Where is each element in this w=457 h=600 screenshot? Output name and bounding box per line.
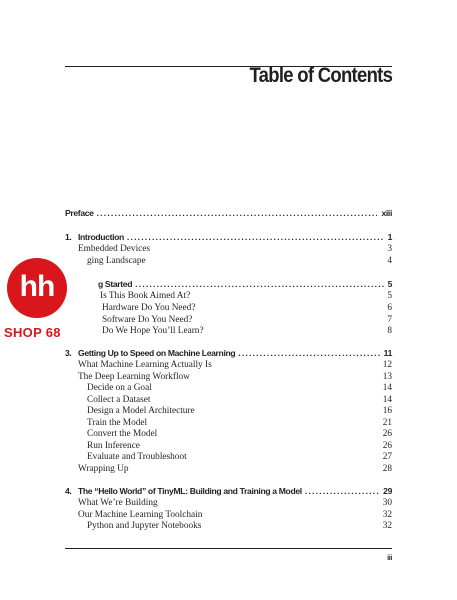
toc-entry-page: 5 <box>387 279 392 289</box>
toc-entry-page: 4 <box>387 256 392 266</box>
toc-entry-page: 8 <box>387 326 392 336</box>
toc-entry-label: Collect a Dataset <box>87 395 151 405</box>
page-number: iii <box>387 555 392 562</box>
toc-subsection[interactable] <box>65 418 392 429</box>
toc-entry-label: Preface <box>65 208 94 218</box>
chapter-title: Introduction <box>78 232 124 242</box>
shop-watermark <box>4 258 74 350</box>
toc-subsection[interactable] <box>65 521 392 532</box>
toc-entry-page: 28 <box>382 464 392 474</box>
chapter-number: 1. <box>65 232 72 242</box>
toc-entry-label: ging Landscape <box>87 256 146 266</box>
dot-leader <box>97 208 378 219</box>
toc-entry-label: Software Do You Need? <box>102 315 193 325</box>
watermark-shop-text: SHOP 68 <box>4 325 61 340</box>
toc-entry-label: Do We Hope You’ll Learn? <box>102 326 204 336</box>
toc-chapter-3[interactable] <box>65 348 392 359</box>
toc-entry-page: 16 <box>382 406 392 416</box>
toc-entry-page: 1 <box>387 232 392 242</box>
toc-entry-label <box>65 348 235 359</box>
toc-entry-page: 5 <box>387 291 392 301</box>
toc-subsection[interactable] <box>65 429 392 440</box>
toc-entry-label: Embedded Devices <box>78 244 151 254</box>
toc-entry-label: Decide on a Goal <box>87 383 152 393</box>
toc-section[interactable] <box>65 256 392 267</box>
toc-subsection[interactable] <box>65 441 392 452</box>
toc-entry-label: Our Machine Learning Toolchain <box>78 510 203 520</box>
toc-entry-label: Design a Model Architecture <box>87 406 195 416</box>
toc-chapter-1[interactable] <box>65 232 392 243</box>
chapter-title: g Started <box>98 279 133 289</box>
toc-section[interactable] <box>65 498 392 509</box>
toc-entry-page: 26 <box>382 441 392 451</box>
toc-entry-label: Python and Jupyter Notebooks <box>87 521 202 531</box>
toc-entry-label: What We’re Building <box>78 498 158 508</box>
chapter-number: 4. <box>65 486 72 496</box>
chapter-title: Getting Up to Speed on Machine Learning <box>78 348 236 358</box>
toc-entry-page: 13 <box>382 372 392 382</box>
toc-entry-page: xiii <box>381 208 392 218</box>
toc-entry-page: 32 <box>382 521 392 531</box>
toc-entry-label: The Deep Learning Workflow <box>78 372 190 382</box>
toc-section[interactable] <box>65 464 392 475</box>
toc-entry-page: 21 <box>382 418 392 428</box>
toc-section[interactable] <box>65 303 392 314</box>
toc-section[interactable] <box>65 372 392 383</box>
toc-entry-label <box>65 232 124 243</box>
toc-entry-page: 27 <box>382 452 392 462</box>
toc-section[interactable] <box>65 510 392 521</box>
toc-entry-label: Evaluate and Troubleshoot <box>87 452 187 462</box>
toc-entry-page: 14 <box>382 395 392 405</box>
dot-leader <box>305 486 379 497</box>
page-title: Table of Contents <box>249 64 392 87</box>
toc-chapter-4[interactable] <box>65 486 392 497</box>
toc-section[interactable] <box>65 315 392 326</box>
toc-entry-page: 32 <box>382 510 392 520</box>
toc-subsection[interactable] <box>65 452 392 463</box>
toc-entry-label: Train the Model <box>87 418 148 428</box>
dot-leader <box>238 348 379 359</box>
chapter-number: 3. <box>65 348 72 358</box>
toc-entry-page: 3 <box>387 244 392 254</box>
toc-entry-page: 6 <box>387 303 392 313</box>
toc-section[interactable] <box>65 360 392 371</box>
toc-section[interactable] <box>65 291 392 302</box>
toc-entry-label <box>65 486 302 497</box>
toc-entry-page: 30 <box>382 498 392 508</box>
bottom-rule <box>65 548 392 549</box>
toc-entry-label: Wrapping Up <box>78 464 129 474</box>
toc-entry-label: Is This Book Aimed At? <box>100 291 191 301</box>
toc-subsection[interactable] <box>65 395 392 406</box>
toc-entry-label: Convert the Model <box>87 429 158 439</box>
toc-entry-page: 11 <box>383 348 392 358</box>
toc-entry-page: 7 <box>387 315 392 325</box>
toc-section[interactable] <box>65 244 392 255</box>
toc-entry-page: 14 <box>382 383 392 393</box>
watermark-circle-logo <box>7 258 67 318</box>
chapter-title: The “Hello World” of TinyML: Building and Training a Model <box>78 486 302 496</box>
toc-entry-page: 12 <box>382 360 392 370</box>
dot-leader <box>127 232 384 243</box>
toc-entry-label: Run Inference <box>87 441 140 451</box>
toc-subsection[interactable] <box>65 383 392 394</box>
dot-leader <box>135 279 383 290</box>
toc-entry-label <box>65 279 132 290</box>
toc-entry-label: Hardware Do You Need? <box>102 303 196 313</box>
toc-entry-label: What Machine Learning Actually Is <box>78 360 212 370</box>
toc-entry-preface[interactable] <box>65 208 392 219</box>
toc-section[interactable] <box>65 326 392 337</box>
watermark-logo-text: hh <box>19 269 55 303</box>
toc-entry-page: 26 <box>382 429 392 439</box>
toc-subsection[interactable] <box>65 406 392 417</box>
toc-chapter-2[interactable] <box>65 279 392 290</box>
toc-entry-page: 29 <box>383 486 392 496</box>
